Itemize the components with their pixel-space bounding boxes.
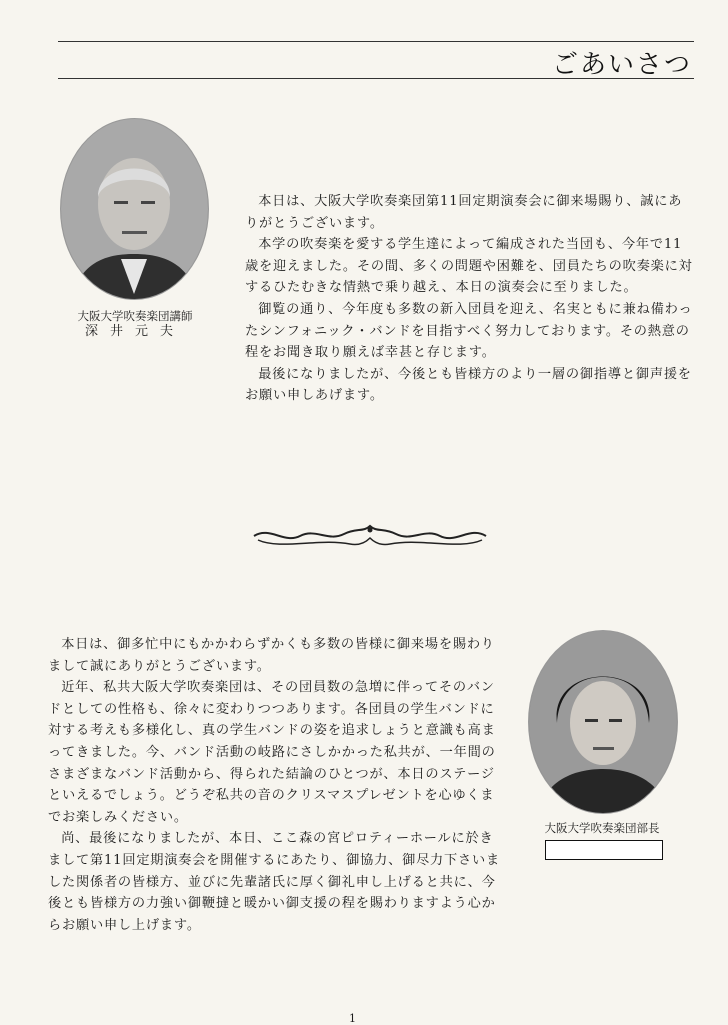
director-role: 大阪大学吹奏楽団部長: [544, 821, 660, 835]
redacted-name-box: [545, 840, 663, 860]
page-title: ごあいさつ: [551, 50, 692, 80]
lecturer-caption: [55, 308, 215, 340]
director-portrait: [528, 630, 678, 814]
page-number: 1: [349, 1012, 356, 1025]
paragraph: 最後になりましたが、今後とも皆様方のより一層の御指導と御声援をお願い申しあげます。: [245, 366, 692, 404]
paragraph: 御覧の通り、今年度も多数の新入団員を迎え、名実ともに兼ね備わったシンフォニック・バンドを目指すべく努力しております。その熱意の程をお聞き取り願えば幸甚と存じます。: [245, 301, 693, 361]
ornament-divider: [250, 522, 490, 554]
greeting-text-2: [48, 634, 503, 936]
paragraph: 本日は、大阪大学吹奏楽団第11回定期演奏会に御来場賜り、誠にありがとうございます。: [245, 194, 683, 231]
lecturer-portrait: [60, 118, 209, 300]
header-rule-top: [58, 41, 694, 42]
paragraph: 本学の吹奏楽を愛する学生達によって編成された当団も、今年で11歳を迎えました。その間、多くの問題や困難を、団員たちの吹奏楽に対するひたむきな情熱で乗り越え、本日の演奏会に至りました。: [245, 237, 693, 296]
paragraph: 尚、最後になりましたが、本日、ここ森の宮ピロティーホールに於きまして第11回定期演奏会を開催するにあたり、御協力、御尽力下さいました関係者の皆様方、並びに先輩諸氏に厚く御礼申し上げると共に、今後とも皆様方の力強い御鞭撻と暖かい御支援の程を賜わりますよう心からお願い申し上げます。: [48, 831, 500, 933]
director-caption: [530, 820, 674, 836]
paragraph: 本日は、御多忙中にもかかわらずかくも多数の皆様に御来場を賜わりまして誠にありがとうございます。: [48, 637, 495, 674]
paragraph: 近年、私共大阪大学吹奏楽団は、その団員数の急増に伴ってそのバンドとしての性格も、徐々に変わりつつあります。各団員の学生バンドに対する考えも多様化し、真の学生バンドの姿を追求しょうと意識も高まってきました。今、バンド活動の岐路にさしかかった私共が、一年間のさまざまなバンド活動から、得られた結論のひとつが、本日のステージといえるでしょう。どうぞ私共の音のクリスマスプレゼントを心ゆくまでお楽しみください。: [48, 680, 496, 825]
header-rule-bottom: [58, 78, 694, 79]
greeting-text-1: [245, 191, 693, 407]
lecturer-name: 深井元夫: [84, 324, 185, 339]
lecturer-role: 大阪大学吹奏楽団講師: [77, 309, 193, 323]
